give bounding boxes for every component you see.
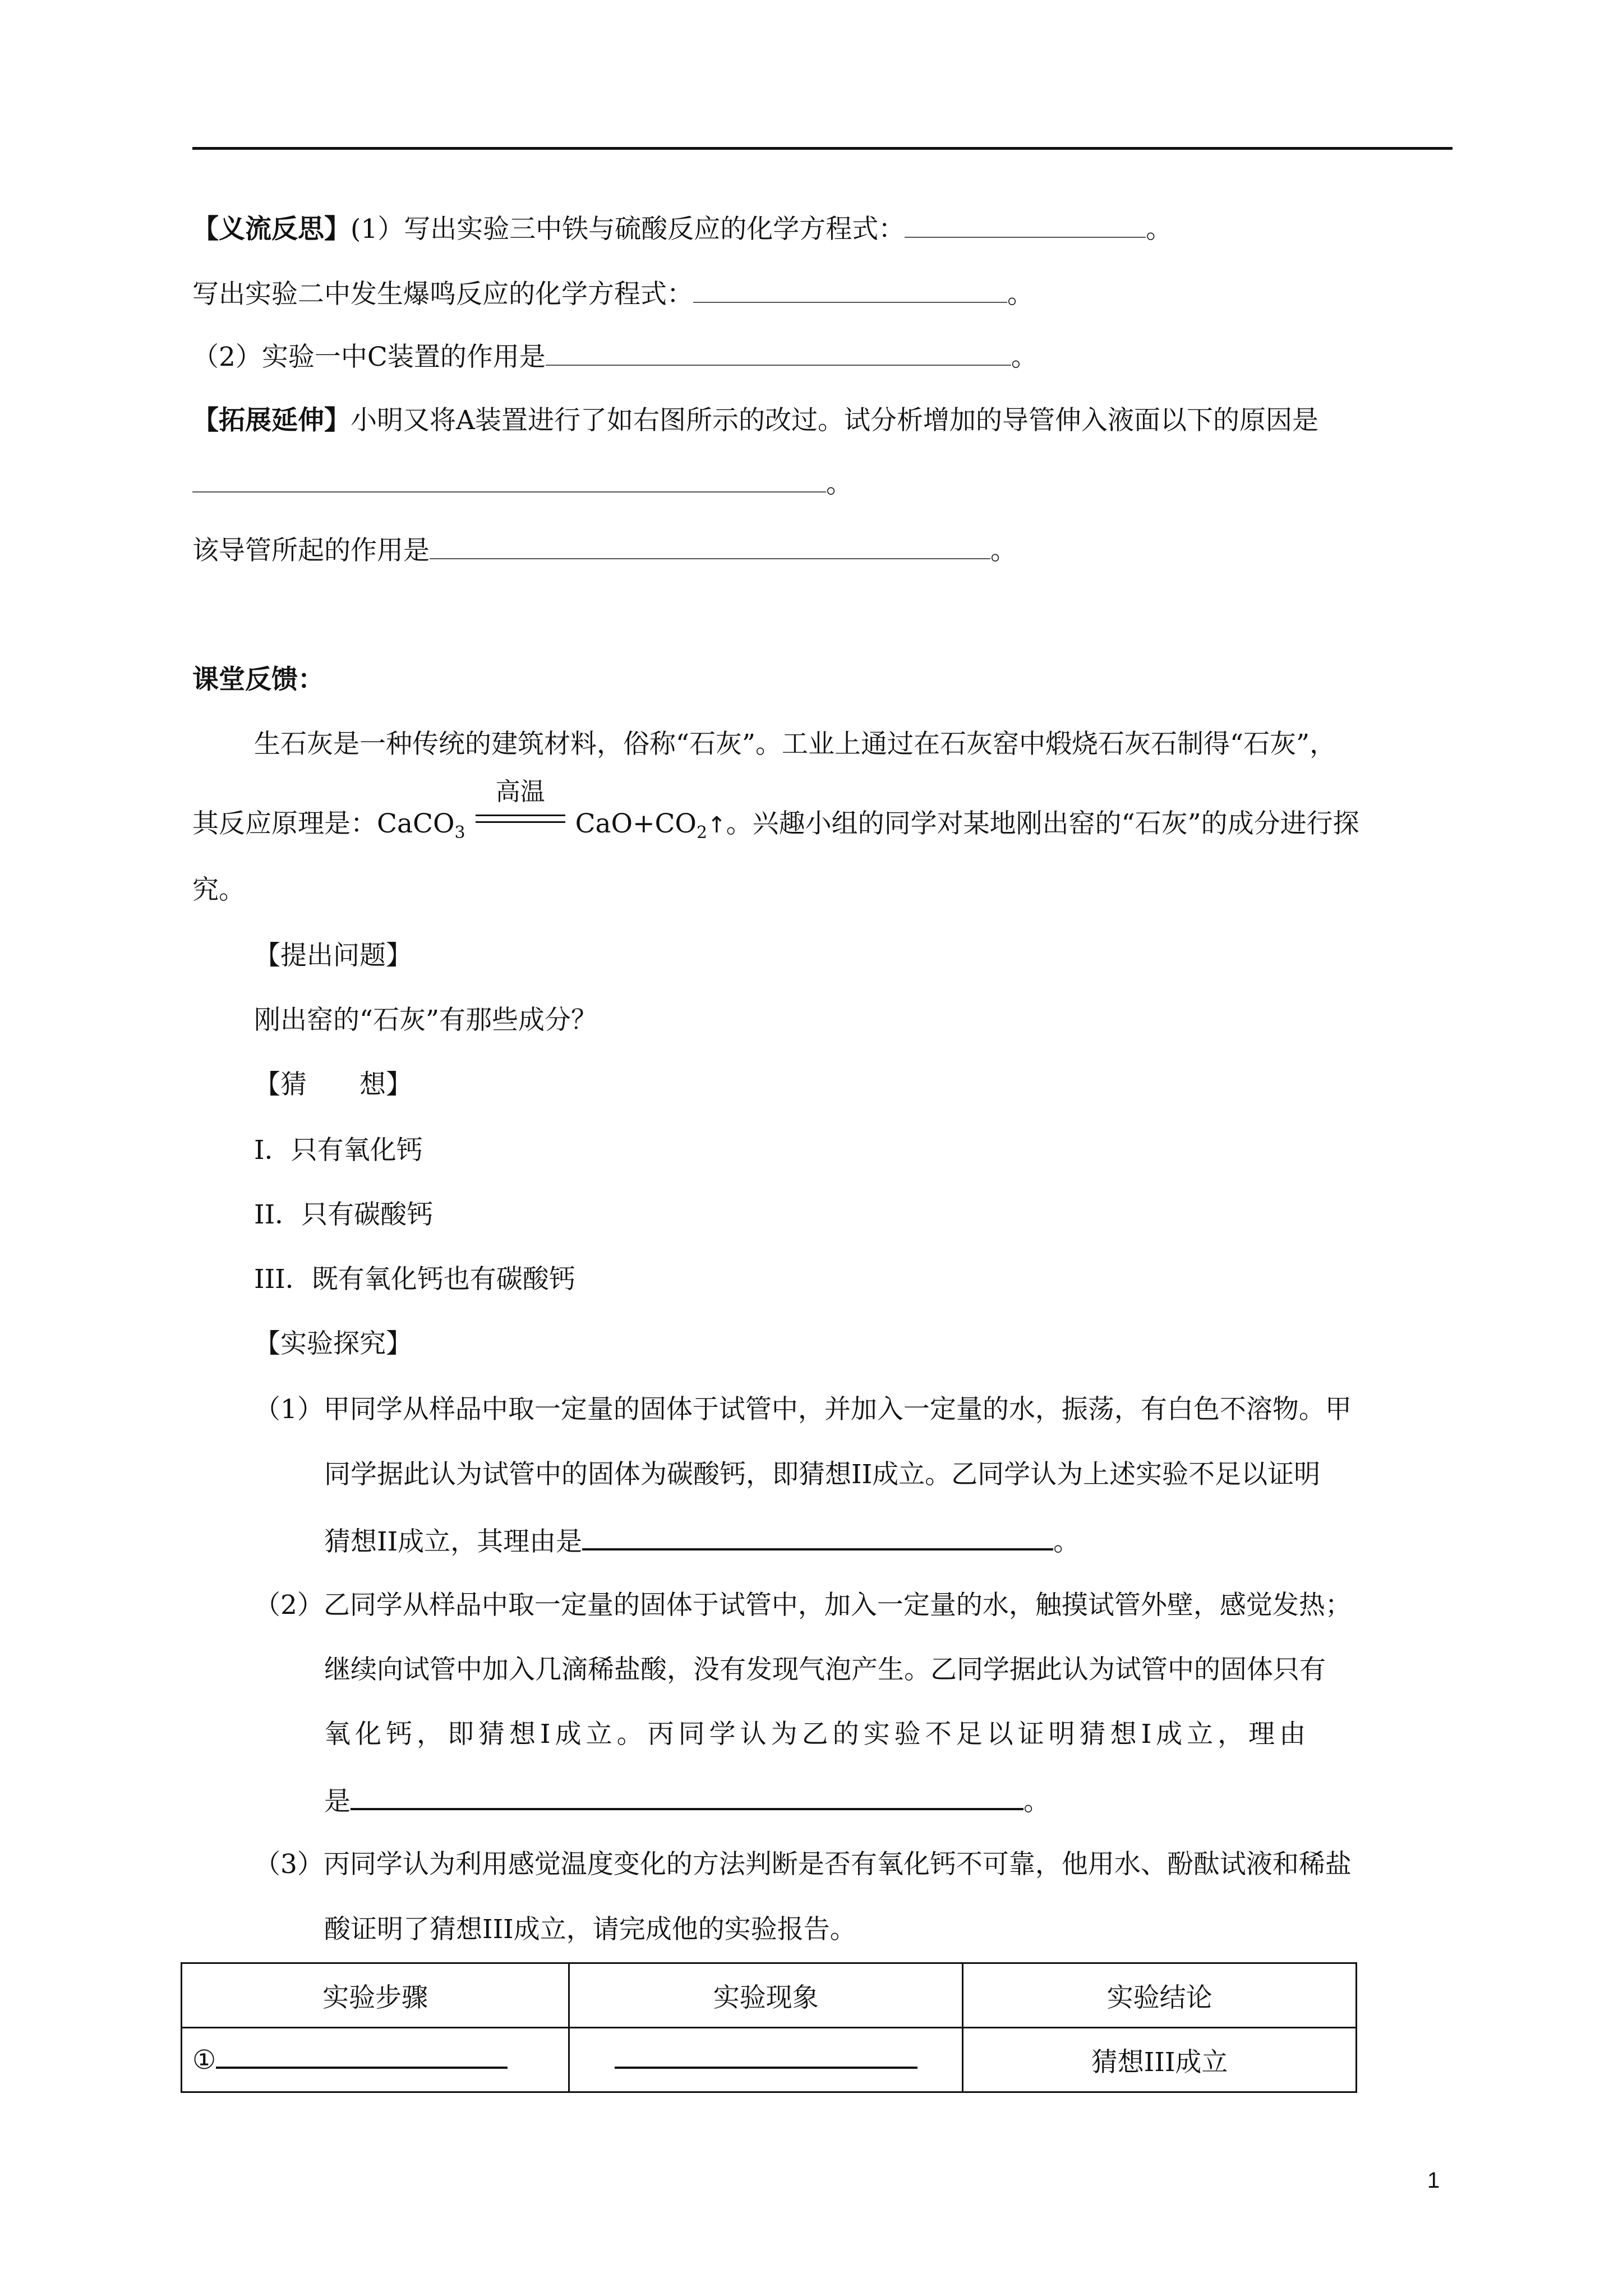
experiment-3-line-1: （3）丙同学认为利用感觉温度变化的方法判断是否有氧化钙不可靠，他用水、酚酞试液和稀盐: [254, 1849, 1352, 1880]
conclusion-cell: 猜想III成立: [963, 2028, 1357, 2092]
reaction-equation-line: 其反应原理是：CaCO$_3$ 高温 $CaO+CO_2↑$。兴趣小组的同学对某地刚出窑的“石灰”的成分进行探: [192, 777, 1359, 843]
question-text: 刚出窑的“石灰”有那些成分？: [254, 1005, 598, 1036]
header-step: 实验步骤: [182, 1963, 569, 2028]
reason-blank[interactable]: [582, 1527, 1053, 1550]
table-header-row: [182, 1963, 1357, 2028]
hypothesis-1: I．只有氧化钙: [254, 1135, 423, 1166]
experiment-2-line-4: 是 。: [324, 1786, 1050, 1817]
header-conclusion: 实验结论: [963, 1963, 1357, 2028]
feedback-heading: 课堂反馈：: [192, 664, 324, 695]
table-row: [182, 2028, 1357, 2092]
answer-blank[interactable]: [192, 470, 826, 493]
experiment-2-line-2: 继续向试管中加入几滴稀盐酸，没有发现气泡产生。乙同学据此认为试管中的固体只有: [324, 1654, 1326, 1685]
reflection-line-2: 写出实验二中发生爆鸣反应的化学方程式： 。: [192, 279, 1034, 310]
reflection-label: 【义流反思】: [192, 214, 351, 245]
page-number: 1: [1427, 2168, 1440, 2193]
question-heading: 【提出问题】: [254, 940, 412, 971]
extension-line-1: 【拓展延伸】小明又将A装置进行了如右图所示的改过。试分析增加的导管伸入液面以下的原因是: [192, 405, 1318, 436]
experiment-1-line-3: 猜想II成立，其理由是 。: [324, 1526, 1080, 1557]
extension-line-2: 。: [192, 470, 852, 497]
gas-arrow-icon: ↑: [707, 812, 726, 838]
header-phenomenon: 实验现象: [569, 1963, 963, 2028]
extension-line-3: 该导管所起的作用是 。: [192, 535, 1017, 566]
experiment-1-line-2: 同学据此认为试管中的固体为碳酸钙，即猜想II成立。乙同学认为上述实验不足以证明: [324, 1459, 1321, 1490]
feedback-para-line-1: 生石灰是一种传统的建筑材料，俗称“石灰”。工业上通过在石灰窑中煅烧石灰石制得“石灰”，: [254, 729, 1336, 760]
answer-blank[interactable]: [693, 280, 1007, 303]
answer-blank[interactable]: [546, 343, 1011, 366]
step-cell: ①: [182, 2028, 569, 2092]
equals-sign-with-condition: [476, 777, 565, 836]
experiment-1-line-1: （1）甲同学从样品中取一定量的固体于试管中，并加入一定量的水，振荡，有白色不溶物。甲: [254, 1394, 1352, 1425]
experiment-2-line-3: 氧化钙，即猜想I成立。丙同学认为乙的实验不足以证明猜想I成立，理由: [324, 1719, 1311, 1750]
hypothesis-2: II．只有碳酸钙: [254, 1199, 434, 1230]
header-rule: [192, 147, 1453, 150]
step-blank[interactable]: [216, 2044, 508, 2069]
hypothesis-heading: 【猜 想】: [254, 1069, 412, 1100]
phenomenon-blank[interactable]: [615, 2044, 917, 2069]
phenomenon-cell: [569, 2028, 963, 2092]
experiment-heading: 【实验探究】: [254, 1328, 412, 1359]
feedback-para-line-3: 究。: [192, 875, 245, 905]
reaction-condition: 高温: [495, 777, 545, 806]
reflection-line-1: 【义流反思】(1）写出实验三中铁与硫酸反应的化学方程式： 。: [192, 214, 1173, 245]
experiment-report-table: [181, 1962, 1357, 2093]
answer-blank[interactable]: [905, 215, 1146, 238]
answer-blank[interactable]: [430, 537, 990, 559]
reflection-line-3: （2）实验一中C装置的作用是 。: [192, 342, 1038, 372]
experiment-2-line-1: （2）乙同学从样品中取一定量的固体于试管中，加入一定量的水，触摸试管外壁，感觉发热；: [254, 1590, 1352, 1621]
hypothesis-3: III．既有氧化钙也有碳酸钙: [254, 1264, 575, 1295]
reason-blank[interactable]: [351, 1787, 1023, 1810]
experiment-3-line-2: 酸证明了猜想III成立，请完成他的实验报告。: [324, 1914, 856, 1945]
extension-label: 【拓展延伸】: [192, 405, 351, 436]
